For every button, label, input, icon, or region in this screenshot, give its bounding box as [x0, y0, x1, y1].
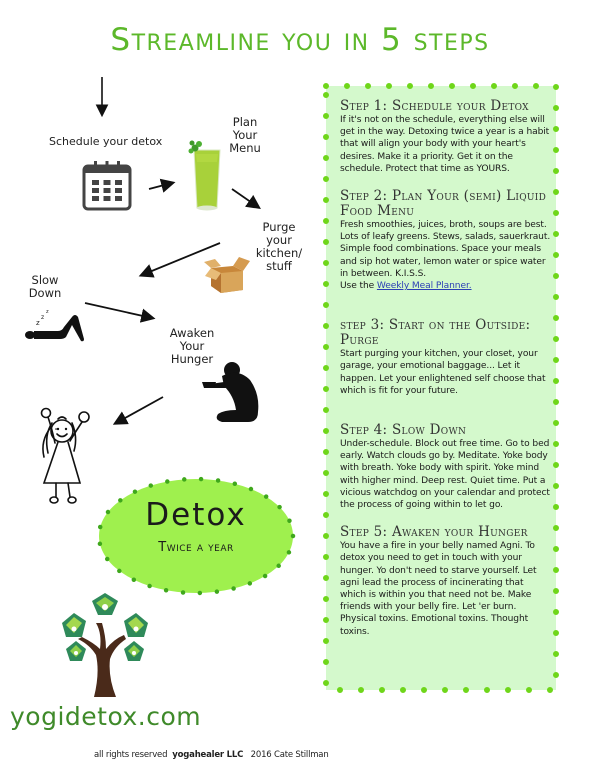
flow-label-purge: Purge your kitchen/ stuff — [255, 220, 303, 273]
step-5-body: You have a fire in your belly named Agni. To detox you need to get in touch with your hunger. Yo don't need to starve yourself. Let agni lead the process of incinerating that which is within you that need not be. Make friends with your belly fire. Let 'er burn. Physical toxins. Emotional toxins. Thought toxins. — [340, 541, 537, 637]
step-2-title: Step 2: Plan Your (semi) Liquid Food Menu — [340, 188, 547, 220]
step-3-body: Start purging your kitchen, your closet, your garage, your emotional baggage... Let it happen. Let your enlightened self choose that which is fit for your future. — [340, 349, 546, 396]
svg-text:z: z — [46, 309, 49, 315]
step-3 — [340, 318, 552, 397]
tree-logo-icon — [50, 593, 160, 698]
sleeping-figure-icon — [22, 305, 92, 343]
step-5-title: Step 5: Awaken your Hunger — [340, 524, 528, 541]
step-4 — [340, 423, 552, 511]
arrow-to-purge — [232, 189, 258, 207]
footer-copyright: all rights reserved yogahealer LLC 2016 Cate Stillman — [94, 750, 329, 760]
weekly-meal-planner-link[interactable]: Weekly Meal Planner. — [376, 281, 472, 292]
flow-label-slow: Slow Down — [28, 273, 62, 300]
svg-text:z: z — [41, 314, 45, 321]
step-4-title: Step 4: Slow Down — [340, 422, 467, 439]
step-1-body: If it's not on the schedule, everything else will get in the way. Detoxing twice a year is a habit that will align your body with your heart's desires. Make it a priority. Get it on the schedule. Protect that time as YOURS. — [340, 115, 550, 174]
step-1-title: Step 1: Schedule your Detox — [340, 98, 529, 114]
green-smoothie-icon — [188, 140, 226, 212]
detox-badge — [94, 474, 298, 598]
flow-label-plan: Plan Your Menu — [229, 115, 261, 155]
step-2-body: Fresh smoothies, juices, broth, soups are best. Lots of leafy greens. Stews, salads, sauerkraut. Simple food combinations. Space your meals and sip hot water, lemon water or spice water in between. K.I.S.S. Use the Weekly Meal Planner. — [340, 220, 551, 292]
step-5 — [340, 525, 552, 638]
site-url[interactable]: yogidetox.com — [10, 702, 202, 731]
kneeling-figure-with-bowl-icon — [200, 360, 270, 426]
calendar-icon — [82, 160, 134, 212]
flow-label-awaken: Awaken Your Hunger — [169, 326, 215, 366]
step-4-body: Under-schedule. Block out free time. Go to bed early. Watch clouds go by. Meditate. Yoke body with breath. Yoke body with spirit. Yoke mind with higher mind. Deep rest. Quiet time. Put a vicious watchdog on your calendar and protect the process of going within to let go. — [340, 439, 550, 511]
happy-stick-girl-icon — [18, 405, 96, 505]
step-1 — [340, 99, 552, 175]
steps-list — [340, 99, 552, 652]
step-2 — [340, 189, 552, 292]
flow-label-schedule: Schedule your detox — [49, 135, 163, 148]
badge-title: Detox — [145, 497, 247, 533]
cardboard-box-icon — [203, 256, 251, 294]
page-title: Streamline you in 5 steps — [110, 22, 490, 58]
step-3-title: step 3: Start on the Outside: Purge — [340, 317, 531, 349]
arrow-to-menu — [149, 183, 172, 189]
arrow-to-awaken — [85, 303, 152, 318]
arrow-to-girl — [116, 397, 163, 423]
badge-subtitle: Twice a year — [158, 540, 234, 555]
svg-text:z: z — [36, 319, 40, 327]
